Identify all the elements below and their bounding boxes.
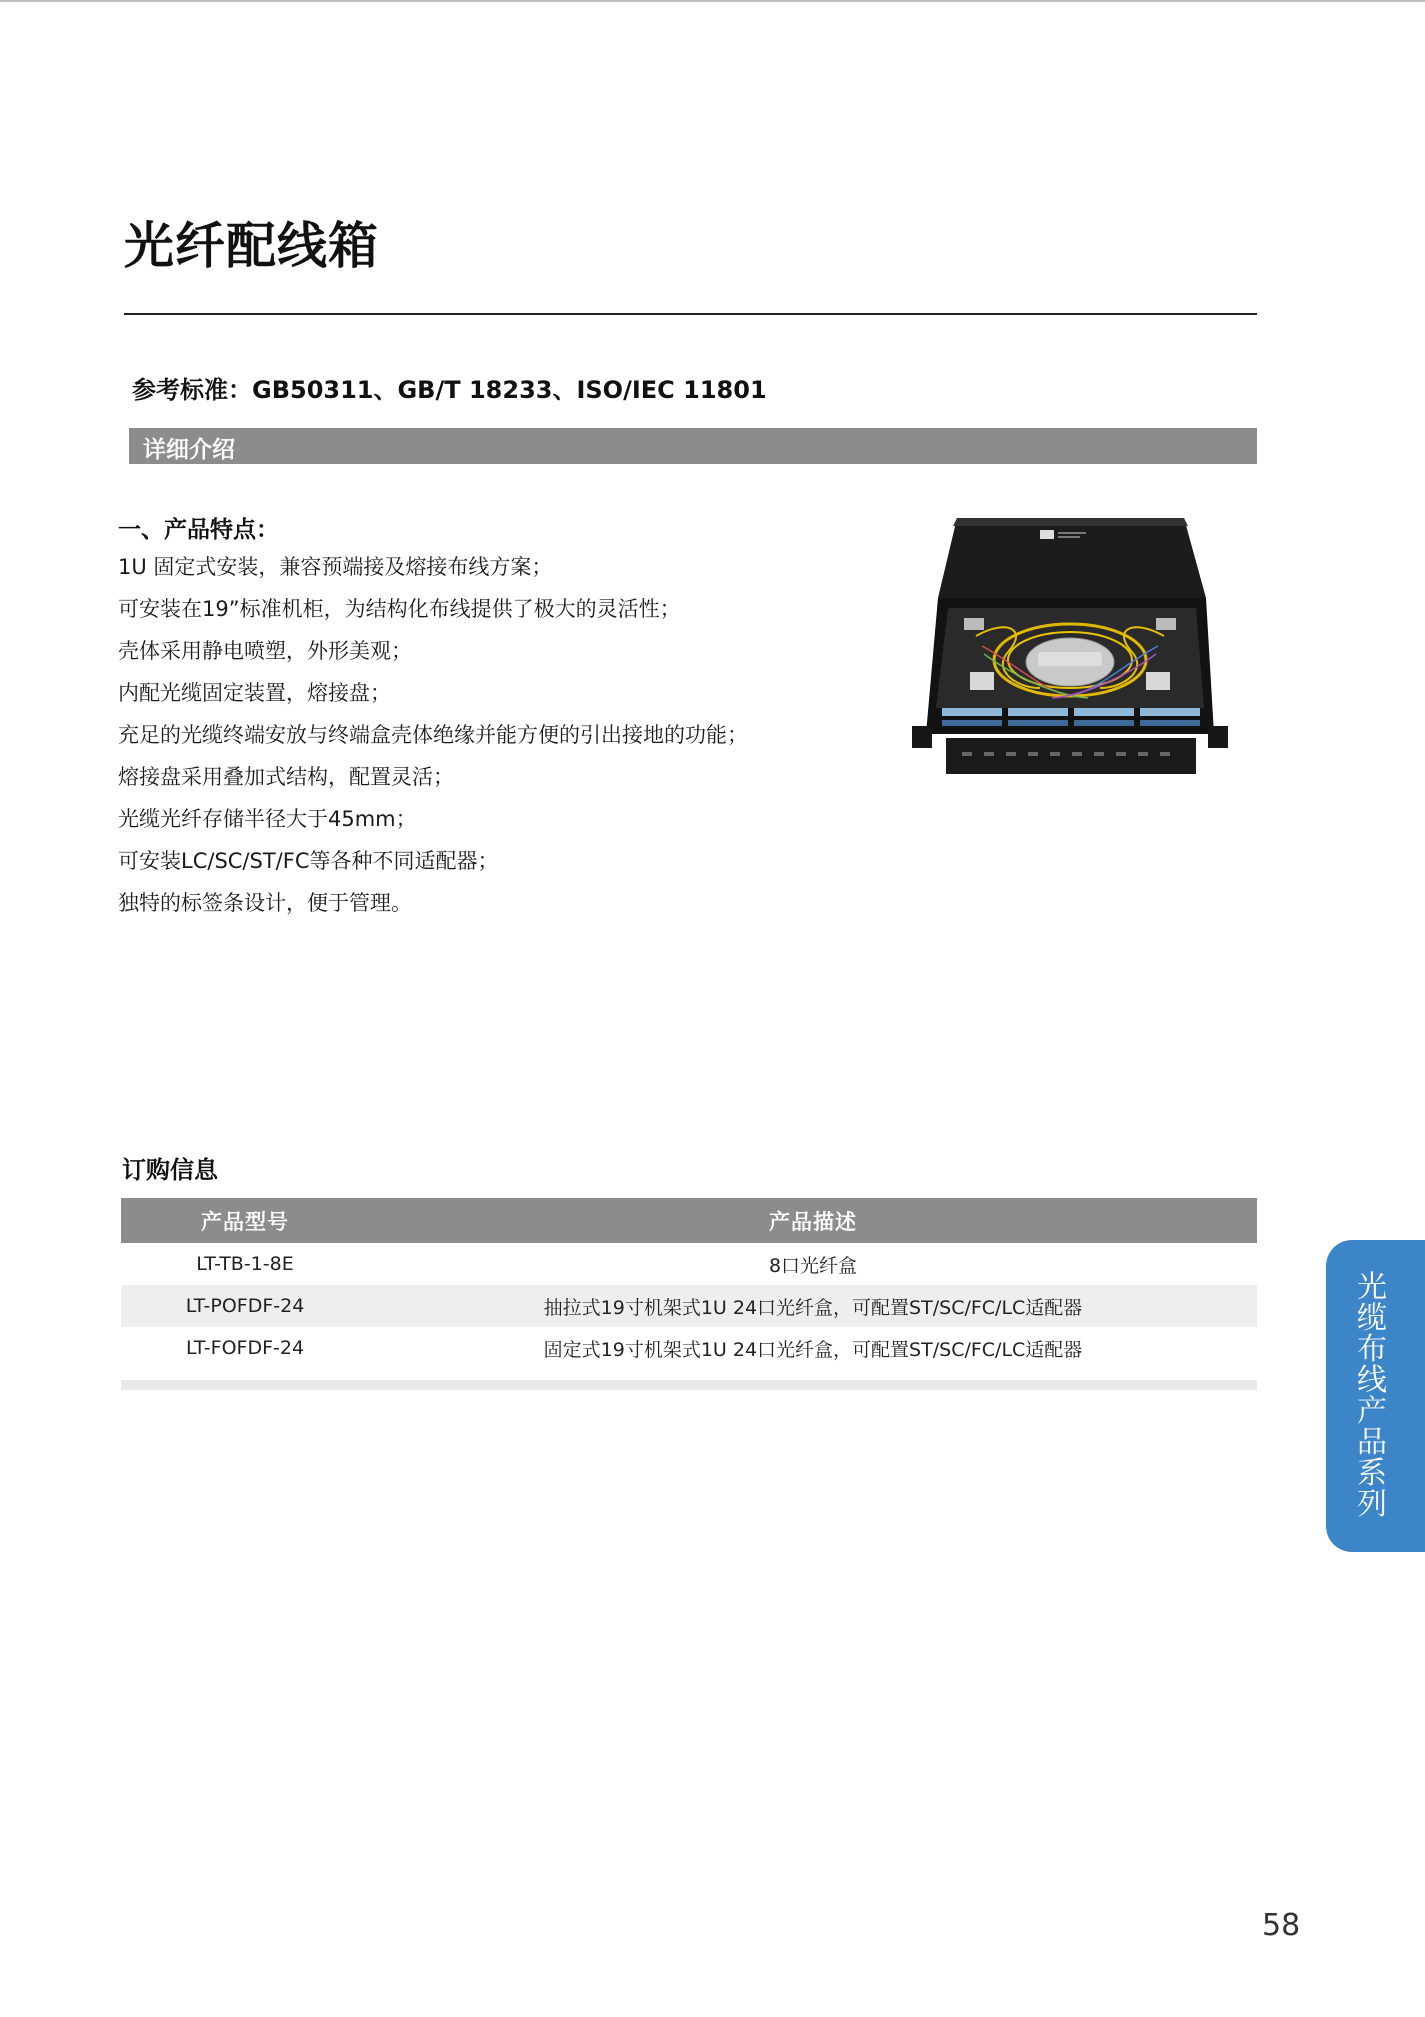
top-border-line bbox=[0, 0, 1425, 2]
feature-item: 内配光缆固定装置，熔接盘； bbox=[118, 681, 391, 705]
cell-description: 8口光纤盒 bbox=[768, 1254, 858, 1277]
feature-item: 充足的光缆终端安放与终端盒壳体绝缘并能方便的引出接地的功能； bbox=[118, 723, 748, 747]
section-bar bbox=[129, 428, 1257, 464]
feature-item: 熔接盘采用叠加式结构，配置灵活； bbox=[118, 765, 454, 789]
column-header-description: 产品描述 bbox=[369, 1198, 1257, 1243]
side-category-tab bbox=[1326, 1240, 1425, 1552]
cell-description: 抽拉式19寸机架式1U 24口光纤盒，可配置ST/SC/FC/LC适配器 bbox=[369, 1285, 1257, 1327]
section-bar-label: 详细介绍 bbox=[143, 437, 235, 463]
feature-item: 独特的标签条设计，便于管理。 bbox=[118, 891, 412, 915]
page-number: 58 bbox=[1262, 1908, 1301, 1943]
feature-item: 光缆光纤存储半径大于45mm； bbox=[118, 807, 417, 831]
table-footer-bar bbox=[121, 1380, 1257, 1390]
feature-item: 可安装LC/SC/ST/FC等各种不同适配器； bbox=[118, 849, 499, 873]
page-title: 光纤配线箱 bbox=[124, 217, 379, 275]
table-row bbox=[121, 1327, 1257, 1369]
cell-model: LT-TB-1-8E bbox=[196, 1253, 294, 1275]
cell-description: 固定式19寸机架式1U 24口光纤盒，可配置ST/SC/FC/LC适配器 bbox=[543, 1338, 1083, 1361]
reference-standards: 参考标准：GB50311、GB/T 18233、ISO/IEC 11801 bbox=[132, 376, 767, 404]
table-header-row bbox=[121, 1198, 1257, 1243]
ordering-heading: 订购信息 bbox=[122, 1156, 218, 1184]
cell-model: LT-POFDF-24 bbox=[121, 1285, 369, 1327]
column-header-model: 产品型号 bbox=[121, 1198, 369, 1243]
table-row bbox=[121, 1243, 1257, 1285]
feature-item: 1U 固定式安装，兼容预端接及熔接布线方案； bbox=[118, 555, 553, 579]
feature-item: 壳体采用静电喷塑，外形美观； bbox=[118, 639, 412, 663]
side-tab-label: 光缆布线产品系列 bbox=[1357, 1270, 1387, 1522]
features-list bbox=[118, 552, 748, 930]
title-divider bbox=[124, 313, 1257, 315]
cell-model: LT-FOFDF-24 bbox=[185, 1337, 305, 1359]
ordering-table bbox=[121, 1198, 1257, 1369]
features-heading: 一、产品特点： bbox=[118, 517, 279, 543]
table-row bbox=[121, 1285, 1257, 1327]
feature-item: 可安装在19”标准机柜，为结构化布线提供了极大的灵活性； bbox=[118, 597, 681, 621]
fiber-distribution-box-image bbox=[912, 512, 1228, 794]
